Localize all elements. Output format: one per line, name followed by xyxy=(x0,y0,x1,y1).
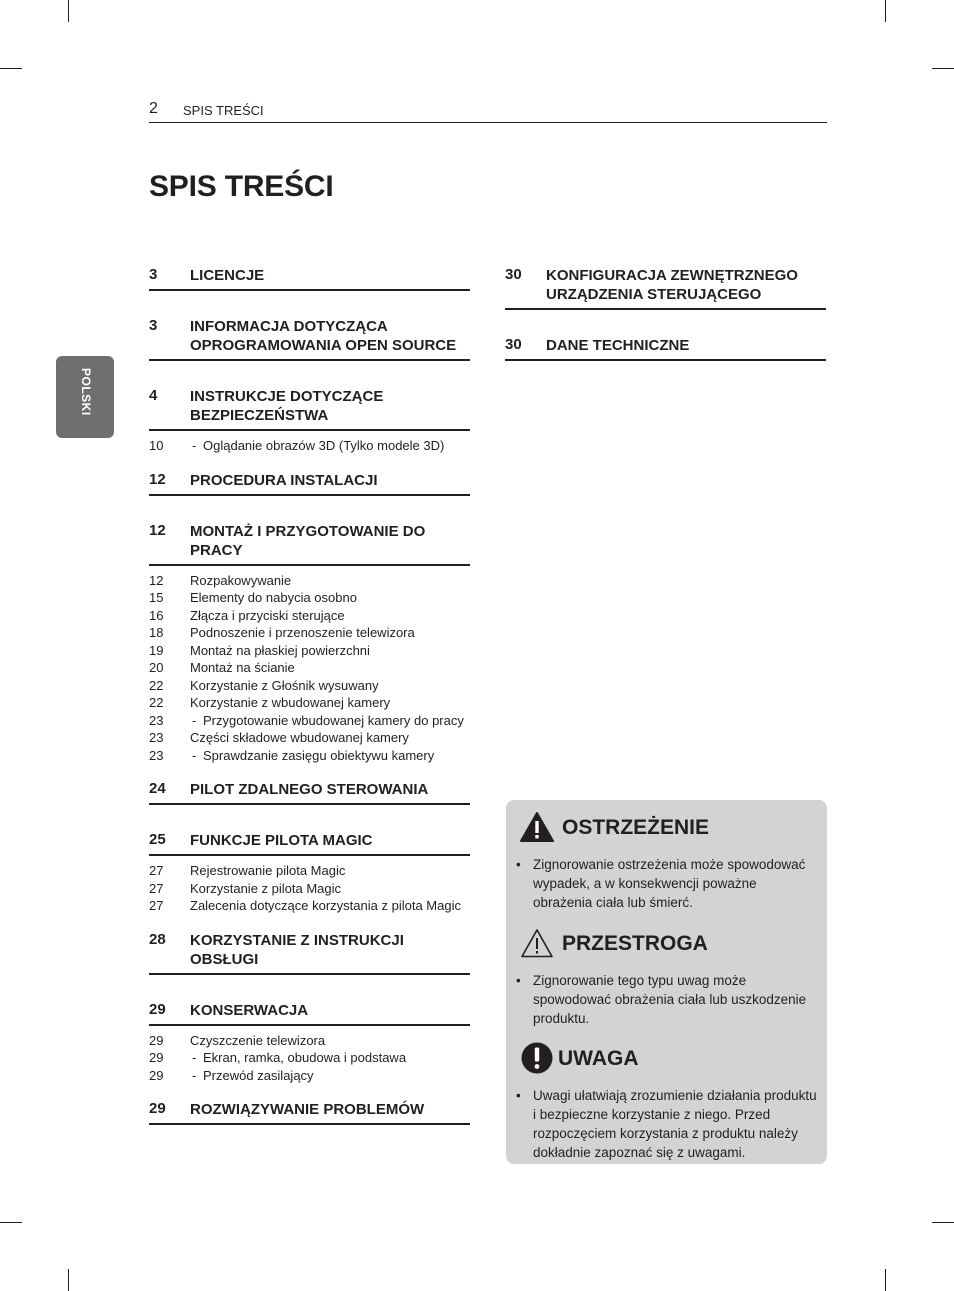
toc-subentry xyxy=(149,607,470,625)
toc-dash: - xyxy=(192,1050,197,1065)
toc-page-number: 22 xyxy=(149,695,164,710)
toc-subentry xyxy=(149,1067,470,1085)
toc-subentry-title: Rozpakowywanie xyxy=(190,572,292,588)
toc-section-title: KORZYSTANIE Z INSTRUKCJI OBSŁUGI xyxy=(190,931,404,968)
toc-subentry xyxy=(149,437,470,455)
toc-page-number: 3 xyxy=(149,266,158,283)
toc-page-number: 12 xyxy=(149,572,164,588)
toc-section xyxy=(505,266,826,310)
toc-left-column xyxy=(149,266,470,1125)
toc-page-number: 12 xyxy=(149,470,166,488)
toc-page-number: 3 xyxy=(149,317,158,334)
toc-page-number: 23 xyxy=(149,747,164,763)
crop-mark xyxy=(0,68,22,69)
toc-section xyxy=(149,317,470,361)
language-tab xyxy=(56,356,114,438)
toc-page-number: 27 xyxy=(149,898,164,913)
toc-subentry-title: Korzystanie z wbudowanej kamery xyxy=(190,695,391,710)
toc-subentry-title: Czyszczenie telewizora xyxy=(190,1032,326,1048)
toc-page-number: 23 xyxy=(149,712,164,728)
toc-page-number: 28 xyxy=(149,930,166,948)
bullet: • xyxy=(516,973,521,988)
toc-section-title: DANE TECHNICZNE xyxy=(546,337,690,354)
running-header xyxy=(149,100,827,123)
toc-subentry xyxy=(149,642,470,660)
bullet: • xyxy=(516,1088,521,1103)
page-title: SPIS TREŚCI xyxy=(149,170,334,203)
toc-page-number: 27 xyxy=(149,880,164,896)
toc-subentry-title: Elementy do nabycia osobno xyxy=(190,590,357,605)
toc-subentry xyxy=(149,1049,470,1067)
toc-section xyxy=(149,471,470,496)
toc-section xyxy=(149,387,470,431)
crop-mark xyxy=(885,1269,886,1291)
notice-text xyxy=(516,971,817,1028)
toc-dash: - xyxy=(192,438,197,453)
toc-subentry-title: Przewód zasilający xyxy=(203,1067,314,1083)
toc-section xyxy=(149,780,470,805)
toc-section xyxy=(149,522,470,566)
toc-page-number: 18 xyxy=(149,625,164,640)
toc-subentry-title: Korzystanie z pilota Magic xyxy=(190,880,342,896)
toc-section-title: ROZWIĄZYWANIE PROBLEMÓW xyxy=(190,1101,425,1118)
toc-subentry-title: Montaż na płaskiej powierzchni xyxy=(190,642,370,658)
toc-subentry xyxy=(149,589,470,607)
toc-section-title: KONSERWACJA xyxy=(190,1001,309,1019)
toc-page-number: 30 xyxy=(505,336,522,353)
toc-subentry xyxy=(149,624,470,642)
toc-page-number: 22 xyxy=(149,677,164,693)
toc-subentry-title: Przygotowanie wbudowanej kamery do pracy xyxy=(203,712,464,728)
toc-subentry-title: Podnoszenie i przenoszenie telewizora xyxy=(190,625,415,640)
toc-page-number: 27 xyxy=(149,863,164,878)
running-title: SPIS TREŚCI xyxy=(183,103,264,118)
toc-subentry xyxy=(149,862,470,880)
toc-subentry-title: Zalecenia dotyczące korzystania z pilota Magic xyxy=(190,898,461,913)
crop-mark xyxy=(68,0,69,22)
toc-subentry-title: Montaż na ścianie xyxy=(190,660,295,675)
toc-page-number: 23 xyxy=(149,730,164,745)
toc-section-title: FUNKCJE PILOTA MAGIC xyxy=(190,832,373,849)
toc-section xyxy=(505,336,826,361)
crop-mark xyxy=(68,1269,69,1291)
notice-heading: PRZESTROGA xyxy=(562,932,708,955)
warning-triangle-filled-icon xyxy=(520,811,554,843)
page-number: 2 xyxy=(149,100,158,117)
toc-subentry xyxy=(149,897,470,915)
toc-section-title: LICENCJE xyxy=(190,267,265,284)
crop-mark xyxy=(932,68,954,69)
notice-text xyxy=(516,855,817,912)
toc-section xyxy=(149,1100,470,1125)
toc-right-column xyxy=(505,266,826,361)
toc-subentry xyxy=(149,572,470,590)
language-label: POLSKI xyxy=(79,368,93,416)
notice-heading: OSTRZEŻENIE xyxy=(562,816,710,839)
crop-mark xyxy=(0,1222,22,1223)
toc-subentry xyxy=(149,712,470,730)
toc-subentry xyxy=(149,729,470,747)
toc-page-number: 19 xyxy=(149,642,164,658)
notice-heading: UWAGA xyxy=(558,1047,639,1070)
toc-subentry xyxy=(149,1032,470,1050)
toc-subentry-title: Oglądanie obrazów 3D (Tylko modele 3D) xyxy=(203,438,445,453)
exclamation-circle-icon xyxy=(520,1042,554,1074)
notice-body: Zignorowanie tego typu uwag może spowodować obrażenia ciała lub uszkodzenie produktu. xyxy=(533,973,807,1026)
toc-section-title: INFORMACJA DOTYCZĄCA OPROGRAMOWANIA OPEN SOURCE xyxy=(190,318,457,354)
toc-subentry-title: Korzystanie z Głośnik wysuwany xyxy=(190,677,379,693)
toc-page-number: 29 xyxy=(149,1000,166,1018)
toc-section-title: PILOT ZDALNEGO STEROWANIA xyxy=(190,781,429,798)
toc-subentry xyxy=(149,747,470,765)
crop-mark xyxy=(885,0,886,22)
toc-subentry-title: Rejestrowanie pilota Magic xyxy=(190,863,346,878)
toc-dash: - xyxy=(192,1067,197,1083)
toc-section-title: KONFIGURACJA ZEWNĘTRZNEGO URZĄDZENIA STERUJĄCEGO xyxy=(546,267,798,303)
toc-dash: - xyxy=(192,747,197,763)
bullet: • xyxy=(516,857,521,872)
toc-section-title: INSTRUKCJE DOTYCZĄCE BEZPIECZEŃSTWA xyxy=(190,388,384,424)
toc-page-number: 20 xyxy=(149,660,164,675)
toc-section-title: MONTAŻ I PRZYGOTOWANIE DO PRACY xyxy=(190,522,426,559)
toc-page-number: 24 xyxy=(149,780,166,797)
caution-triangle-outline-icon xyxy=(520,927,554,959)
toc-subentry-title: Złącza i przyciski sterujące xyxy=(190,607,345,623)
toc-page-number: 12 xyxy=(149,521,166,539)
toc-page-number: 25 xyxy=(149,831,166,848)
toc-page-number: 30 xyxy=(505,266,522,283)
toc-page-number: 4 xyxy=(149,387,158,404)
notice-body: Zignorowanie ostrzeżenia może spowodować wypadek, a w konsekwencji poważne obrażenia ciała lub śmierć. xyxy=(533,857,806,910)
toc-page-number: 16 xyxy=(149,607,164,623)
toc-page-number: 29 xyxy=(149,1050,164,1065)
toc-subentry xyxy=(149,880,470,898)
toc-page-number: 29 xyxy=(149,1100,166,1117)
toc-subentry xyxy=(149,694,470,712)
toc-section xyxy=(149,1001,470,1026)
toc-page-number: 10 xyxy=(149,438,164,453)
toc-page-number: 29 xyxy=(149,1032,164,1048)
toc-page-number: 29 xyxy=(149,1067,164,1083)
toc-section xyxy=(149,266,470,291)
notice-body: Uwagi ułatwiają zrozumienie działania produktu i bezpieczne korzystanie z niego. Przed rozpoczęciem korzystania z produktu należy dokładnie zapoznać się z uwagami. xyxy=(533,1088,817,1160)
toc-page-number: 15 xyxy=(149,590,164,605)
safety-notice-box xyxy=(506,800,827,1164)
toc-subentry-title: Części składowe wbudowanej kamery xyxy=(190,730,409,745)
notice-text xyxy=(516,1086,817,1162)
toc-subentry-title: Sprawdzanie zasięgu obiektywu kamery xyxy=(203,747,435,763)
toc-section-title: PROCEDURA INSTALACJI xyxy=(190,471,378,489)
toc-subentry-title: Ekran, ramka, obudowa i podstawa xyxy=(203,1050,407,1065)
toc-subentry xyxy=(149,659,470,677)
toc-subentry xyxy=(149,677,470,695)
toc-dash: - xyxy=(192,712,197,728)
crop-mark xyxy=(932,1222,954,1223)
toc-section xyxy=(149,831,470,856)
toc-section xyxy=(149,931,470,975)
